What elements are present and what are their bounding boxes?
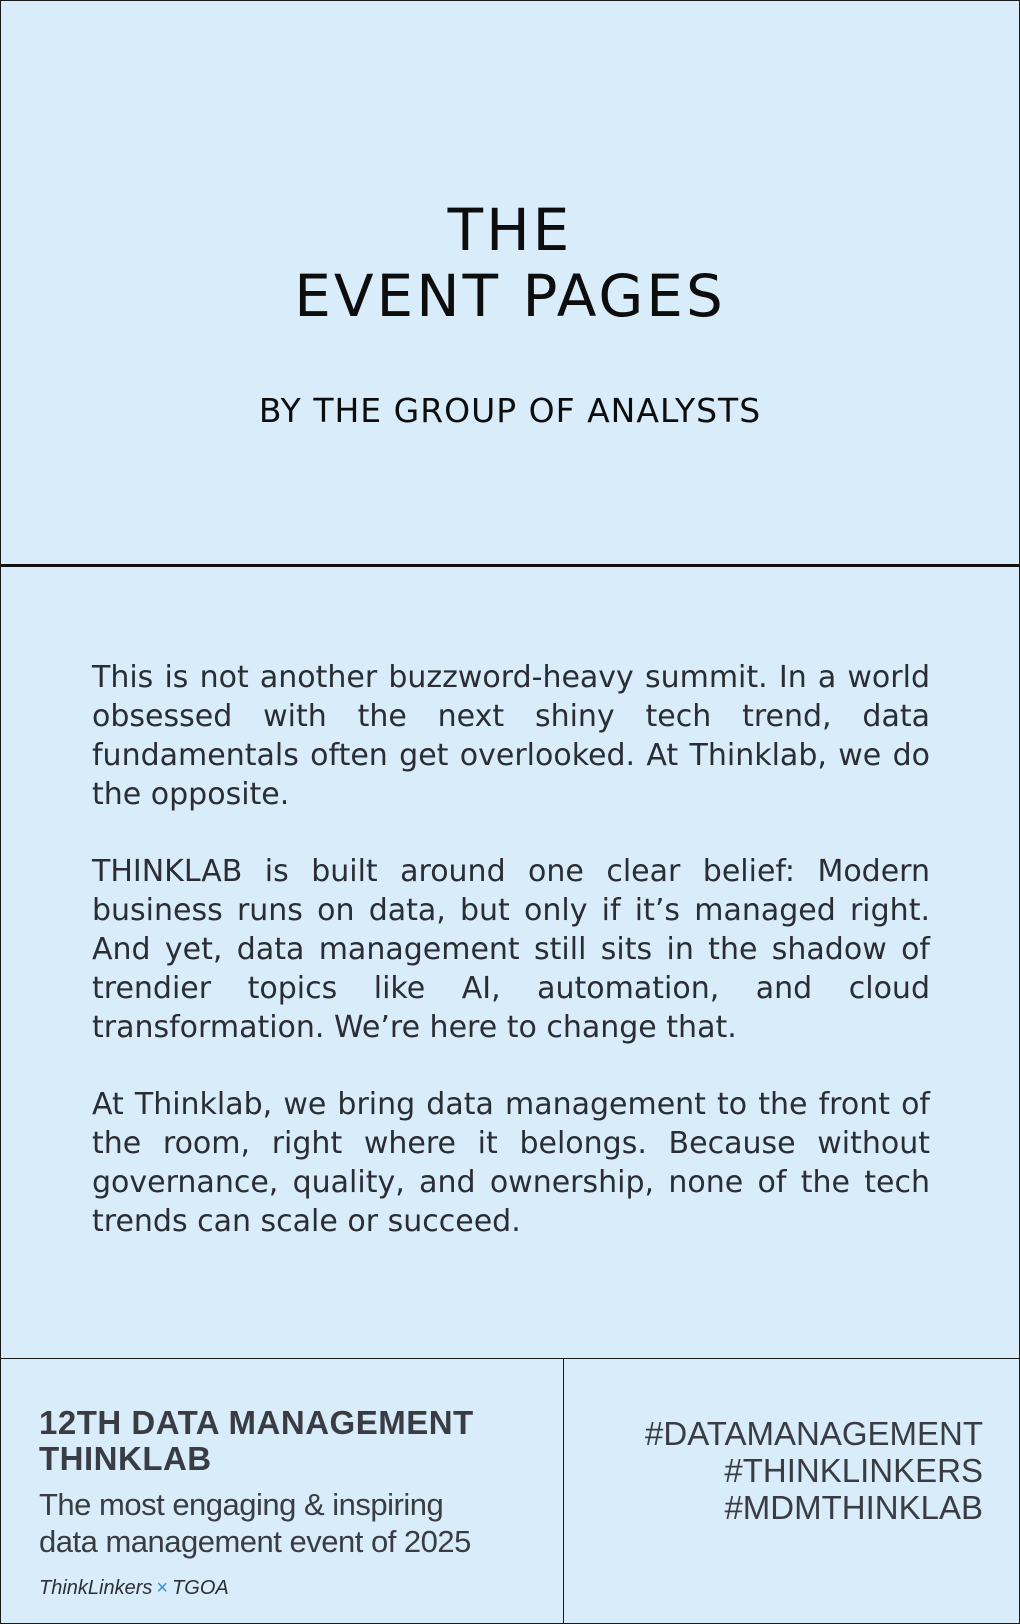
brand-right: TGOA — [172, 1577, 229, 1599]
title-line-1: THE — [447, 196, 573, 264]
footer-section — [1, 1358, 1019, 1623]
brand-separator: × — [156, 1577, 169, 1599]
brand-credit — [39, 1576, 229, 1600]
page-title — [1, 197, 1019, 329]
body-section — [92, 658, 930, 1279]
title-line-2: EVENT PAGES — [294, 262, 726, 330]
body-paragraph-2: THINKLAB is built around one clear belief: Modern business runs on data, but only if it’s managed right. And yet, data management still sits in the shadow of trendier topics like AI, automation, and cloud transformation. We’re here to change that. — [92, 854, 930, 1045]
tagline-line-1: The most engaging & inspiring — [39, 1487, 444, 1522]
brand-left: ThinkLinkers — [39, 1577, 153, 1599]
body-paragraph-3: At Thinklab, we bring data management to the front of the room, right where it belongs. Because without governance, quality, and ownership, none of the tech trends can scale or succeed. — [92, 1087, 930, 1239]
header-section — [1, 1, 1019, 567]
hashtag-item: #THINKLINKERS — [724, 1452, 983, 1489]
tagline-line-2: data management event of 2025 — [39, 1524, 471, 1559]
footer-hashtags — [565, 1359, 1019, 1623]
hashtag-list — [645, 1415, 983, 1526]
event-tagline — [39, 1486, 549, 1560]
hashtag-item: #MDMTHINKLAB — [724, 1489, 983, 1526]
footer-event-info — [1, 1359, 564, 1623]
hashtag-item: #DATAMANAGEMENT — [645, 1415, 983, 1452]
page-subtitle: BY THE GROUP OF ANALYSTS — [258, 391, 762, 430]
event-name: 12TH DATA MANAGEMENT THINKLAB — [39, 1404, 474, 1477]
body-paragraph-1: This is not another buzzword-heavy summit. In a world obsessed with the next shiny tech trend, data fundamentals often get overlooked. At Thinklab, we do the opposite. — [92, 660, 930, 812]
